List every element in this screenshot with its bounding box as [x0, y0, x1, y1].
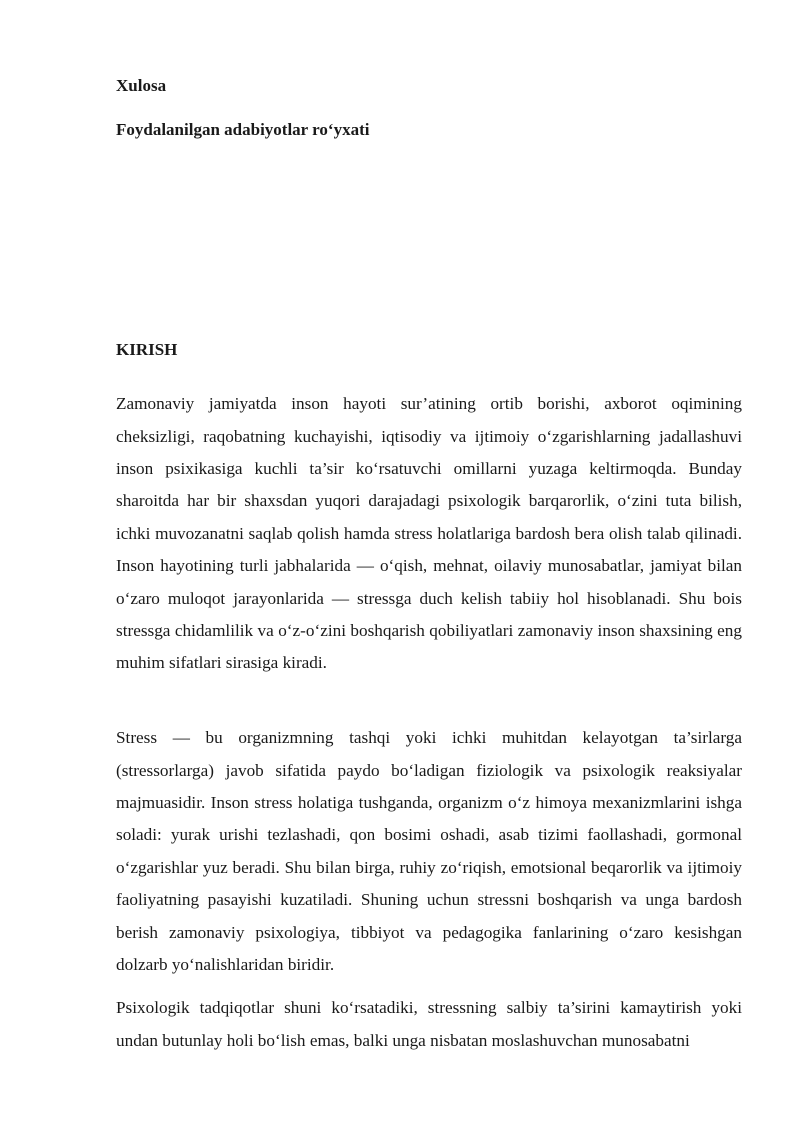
body-paragraph: Zamonaviy jamiyatda inson hayoti sur’atining ortib borishi, axborot oqimining cheksizligi, raqobatning kuchayishi, iqtisodiy va ijtimoiy o‘zgarishlarning jadallashuvi inson psixikasiga kuchli ta’sir ko‘rsatuvchi omillarni yuzaga keltirmoqda. Bunday sharoitda har bir shaxsdan yuqori darajadagi psixologik barqarorlik, o‘zini tuta bilish, ichki muvozanatni saqlab qolish hamda stress holatlariga bardosh bera olish talab qilinadi. Inson hayotining turli jabhalarida — o‘qish, mehnat, oilaviy munosabatlar, jamiyat bilan o‘zaro muloqot jarayonlarida — stressga duch kelish tabiiy hol hisoblanadi. Shu bois stressga chidamlilik va o‘z-o‘zini boshqarish qobiliyatlari zamonaviy inson shaxsining eng muhim sifatlari sirasiga kiradi. — [116, 394, 742, 673]
body-paragraph: Stress — bu organizmning tashqi yoki ichki muhitdan kelayotgan ta’sirlarga (stressorlarga) javob sifatida paydo bo‘ladigan fiziologik va psixologik reaksiyalar majmuasidir. Inson stress holatiga tushganda, organizm o‘z himoya mexanizmlarini ishga soladi: yurak urishi tezlashadi, qon bosimi oshadi, asab tizimi faollashadi, gormonal o‘zgarishlar yuz beradi. Shu bilan birga, ruhiy zo‘riqish, emotsional beqarorlik va ijtimoiy faoliyatning pasayishi kuzatiladi. Shuning uchun stressni boshqarish va unga bardosh berish zamonaviy psixologiya, tibbiyot va pedagogika fanlarining o‘zaro kesishgan dolzarb yo‘nalishlaridan biridir. — [116, 728, 742, 975]
body-paragraph: Psixologik tadqiqotlar shuni ko‘rsatadiki, stressning salbiy ta’sirini kamaytirish yoki undan butunlay holi bo‘lish emas, balki unga nisbatan moslashuvchan munosabatni — [116, 998, 742, 1050]
contents-entry-conclusion: Xulosa — [116, 76, 167, 95]
contents-entry-references: Foydalanilgan adabiyotlar ro‘yxati — [116, 120, 370, 139]
section-heading: KIRISH — [116, 340, 178, 359]
